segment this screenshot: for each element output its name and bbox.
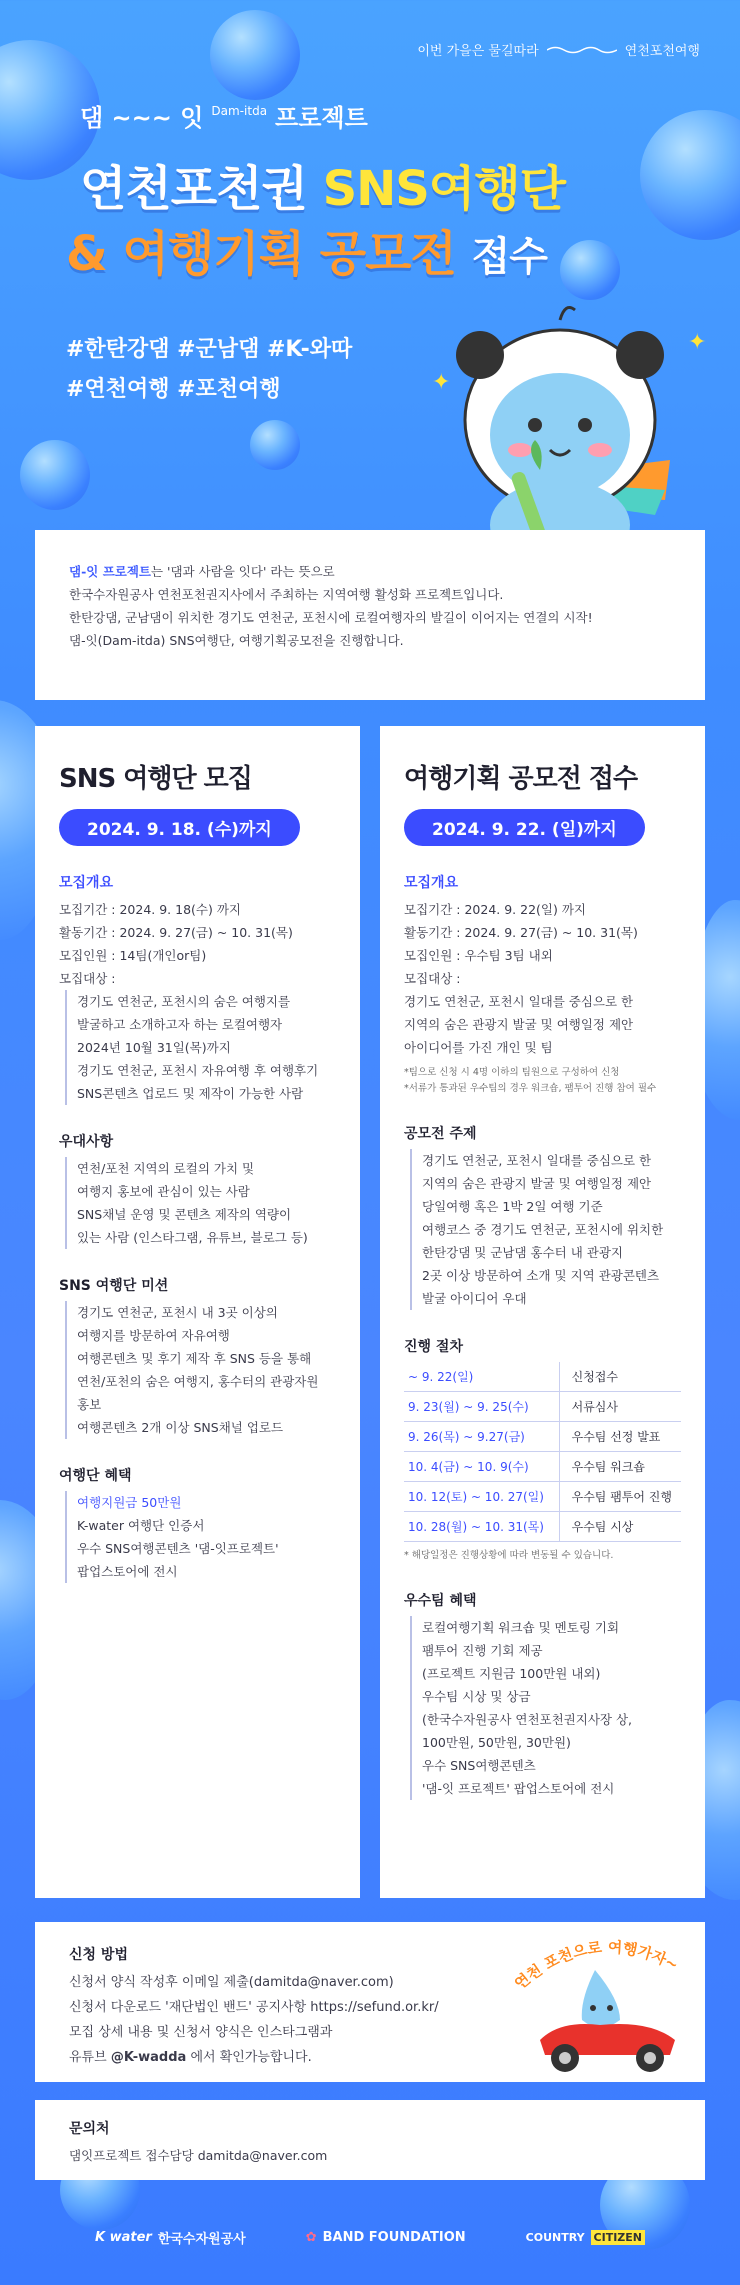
topic-line: 발굴 아이디어 우대 [422,1291,527,1306]
schedule-step: 서류심사 [559,1392,681,1422]
band-name: BAND FOUNDATION [322,2229,466,2245]
contest-card [380,726,705,1898]
schedule-date: ~ 9. 22(일) [404,1362,559,1392]
mission-line: 여행콘텐츠 2개 이상 SNS채널 업로드 [77,1420,284,1435]
kwater-name: 한국수자원공사 [157,2231,246,2247]
overview-line: 모집기간 : 2024. 9. 18(수) 까지 [59,902,241,917]
schedule-date: 10. 4(금) ~ 10. 9(수) [404,1452,559,1482]
sparkle-icon: ✦ [688,330,707,355]
pref-line: 있는 사람 (인스타그램, 유튜브, 블로그 등) [77,1230,308,1245]
target-list [65,990,336,1105]
overview-line: 모집인원 : 우수팀 3팀 내외 [404,948,553,963]
title-white: 연천포천권 [80,161,307,217]
benefit-line: 우수 SNS여행콘텐츠 '댐-잇프로젝트' [77,1541,279,1556]
pref-list [65,1157,336,1249]
topic-line: 여행코스 중 경기도 연천군, 포천시에 위치한 [422,1222,664,1237]
sns-recruit-card [35,726,360,1898]
sns-mission-section [59,1275,336,1439]
benefit-line: 로컬여행기획 워크숍 및 멘토링 기회 [422,1620,620,1635]
section-title: 모집개요 [59,875,114,891]
contact-panel [35,2100,705,2180]
benefit-list [65,1491,336,1583]
schedule-date: 9. 26(목) ~ 9.27(금) [404,1422,559,1452]
section-title: 모집개요 [404,875,459,891]
pref-line: 여행지 홍보에 관심이 있는 사람 [77,1184,250,1199]
contest-schedule-section [404,1336,681,1564]
schedule-step: 우수팀 팸투어 진행 [559,1482,681,1512]
benefit-line: K-water 여행단 인증서 [77,1518,205,1533]
contest-benefit-section [404,1590,681,1800]
footnote: *팀으로 신청 시 4명 이하의 팀원으로 구성하여 신청 [404,1067,620,1078]
overview-line: 모집대상 : [59,971,116,986]
target-line: 경기도 연천군, 포천시의 숨은 여행지를 [77,994,291,1009]
intro-accent: 댐-잇 프로젝트 [69,564,151,579]
overview-line: 모집기간 : 2024. 9. 22(일) 까지 [404,902,586,917]
section-title: SNS 여행단 미션 [59,1278,169,1294]
youtube-handle: @K-wadda [110,2050,187,2065]
overview-line: 아이디어를 가진 개인 및 팀 [404,1040,553,1055]
target-line: SNS콘텐츠 업로드 및 제작이 가능한 사람 [77,1086,304,1101]
topic-line: 경기도 연천군, 포천시 일대를 중심으로 한 [422,1153,652,1168]
bubble-decoration [250,420,300,470]
benefit-line: 팸투어 진행 기회 제공 [422,1643,543,1658]
intro-line [69,560,671,583]
table-row [404,1452,681,1482]
title-orange: & 여행기획 공모전 [66,226,456,282]
sns-card-title: SNS 여행단 모집 [59,764,252,794]
mission-line: 홍보 [77,1397,102,1412]
schedule-date: 10. 12(토) ~ 10. 27(일) [404,1482,559,1512]
apply-line: 신청서 양식 작성후 이메일 제출(damitda@naver.com) [69,1975,394,1990]
apply-line: 신청서 다운로드 '재단법인 밴드' 공지사항 https://sefund.or.kr/ [69,2000,439,2015]
apply-last-pre: 유튜브 [69,2050,111,2065]
mission-line: 경기도 연천군, 포천시 내 3곳 이상의 [77,1305,278,1320]
band-icon: ✿ [305,2229,317,2245]
kwater-logo [95,2228,246,2247]
hashtag: #K-와따 [267,337,353,362]
section-title: 여행단 혜택 [59,1468,132,1484]
intro-line1-rest: 는 '댐과 사람을 잇다' 라는 뜻으로 [151,564,335,579]
hashtag: #연천여행 [66,377,170,402]
title-yellow: SNS여행단 [322,161,565,217]
benefit-line: 100만원, 50만원, 30만원) [422,1735,571,1750]
topic-line: 지역의 숨은 관광지 발굴 및 여행일정 제안 [422,1176,652,1191]
sns-overview-section [59,872,336,1105]
intro-line: 댐-잇(Dam-itda) SNS여행단, 여행기획공모전을 진행합니다. [69,633,404,648]
overview-line: 경기도 연천군, 포천시 일대를 중심으로 한 [404,994,634,1009]
car-slogan: 연천 포천으로 여행가자~ [511,1938,682,1993]
bubble-decoration [560,240,620,300]
topic-list [410,1149,681,1310]
mission-line: 여행지를 방문하여 자유여행 [77,1328,230,1343]
top-tagline [417,40,700,59]
target-line: 경기도 연천군, 포천시 자유여행 후 여행후기 [77,1063,319,1078]
tagline-left: 이번 가을은 물길따라 [417,44,539,59]
mission-line: 여행콘텐츠 및 후기 제작 후 SNS 등을 통해 [77,1351,312,1366]
project-kicker [80,98,368,133]
sns-deadline-badge: 2024. 9. 18. (수)까지 [59,809,300,846]
schedule-step: 신청접수 [559,1362,681,1392]
overview-line: 모집인원 : 14팀(개인or팀) [59,948,207,963]
intro-line: 한국수자원공사 연천포천권지사에서 주최하는 지역여행 활성화 프로젝트입니다. [69,587,504,602]
schedule-step: 우수팀 선정 발표 [559,1422,681,1452]
kicker-word: 댐 ~~~ 잇 [80,104,204,132]
overview-line: 모집대상 : [404,971,461,986]
kicker-suffix: 프로젝트 [275,104,368,132]
section-title: 우수팀 혜택 [404,1593,477,1609]
wave-icon [547,45,617,55]
footnote: *서류가 통과된 우수팀의 경우 워크숍, 팸투어 진행 참여 필수 [404,1083,657,1094]
benefit-line: 우수팀 시상 및 상금 [422,1689,531,1704]
benefit-line: (프로젝트 지원금 100만원 내외) [422,1666,601,1681]
target-line: 발굴하고 소개하고자 하는 로컬여행자 [77,1017,283,1032]
contest-card-title: 여행기획 공모전 접수 [404,764,638,794]
intro-line: 한탄강댐, 군남댐이 위치한 경기도 연천군, 포천시에 로컬여행자의 발길이 이어지는 연결의 시작! [69,610,593,625]
table-row [404,1482,681,1512]
overview-line: 지역의 숨은 관광지 발굴 및 여행일정 제안 [404,1017,634,1032]
tagline-right: 연천포천여행 [624,44,700,59]
mission-line: 연천/포천의 숨은 여행지, 홍수터의 관광자원 [77,1374,319,1389]
section-title: 진행 절차 [404,1339,463,1355]
schedule-table [404,1362,681,1542]
cc-word1: COUNTRY [525,2230,585,2244]
pref-line: 연천/포천 지역의 로컬의 가치 및 [77,1161,255,1176]
kicker-sup: Dam-itda [211,103,268,118]
main-title-line2 [66,215,547,284]
benefit-line: 여행지원금 50만원 [77,1495,182,1510]
contest-deadline-badge: 2024. 9. 22. (일)까지 [404,809,645,846]
bubble-decoration [640,110,740,240]
section-title: 우대사항 [59,1134,114,1150]
hashtag-list [66,330,396,410]
contest-topic-section [404,1123,681,1310]
hashtag: #군남댐 [177,337,260,362]
sparkle-icon: ✦ [432,370,451,395]
overview-line: 활동기간 : 2024. 9. 27(금) ~ 10. 31(목) [404,925,638,940]
sns-benefit-section [59,1465,336,1583]
intro-panel [35,530,705,700]
benefit-line: '댐-잇 프로젝트' 팝업스토어에 전시 [422,1781,615,1796]
section-title: 신청 방법 [69,1947,128,1963]
benefit-line: (한국수자원공사 연천포천권지사장 상, [422,1712,632,1727]
title-white-2: 접수 [471,234,547,280]
cc-word2: CITIZEN [591,2230,645,2245]
sponsor-footer [0,2215,740,2259]
benefit-line: 팝업스토어에 전시 [77,1564,178,1579]
target-line: 2024년 10월 31일(목)까지 [77,1040,231,1055]
benefit-list [410,1616,681,1800]
table-row [404,1512,681,1542]
hashtag: #포천여행 [177,377,281,402]
apply-last-post: 에서 확인가능합니다. [186,2050,312,2065]
schedule-date: 9. 23(월) ~ 9. 25(수) [404,1392,559,1422]
section-title: 문의처 [69,2121,110,2137]
sns-pref-section [59,1131,336,1249]
schedule-step: 우수팀 시상 [559,1512,681,1542]
bubble-decoration [210,10,300,100]
section-title: 공모전 주제 [404,1126,477,1142]
topic-line: 한탄강댐 및 군남댐 홍수터 내 관광지 [422,1245,623,1260]
table-row [404,1422,681,1452]
band-foundation-logo [306,2230,466,2245]
overview-line: 활동기간 : 2024. 9. 27(금) ~ 10. 31(목) [59,925,293,940]
schedule-step: 우수팀 워크숍 [559,1452,681,1482]
main-title-line1 [80,150,565,219]
apply-line: 모집 상세 내용 및 신청서 양식은 인스타그램과 [69,2025,333,2040]
benefit-line: 우수 SNS여행콘텐츠 [422,1758,536,1773]
country-citizen-logo [526,2230,645,2245]
schedule-date: 10. 28(월) ~ 10. 31(목) [404,1512,559,1542]
topic-line: 2곳 이상 방문하여 소개 및 지역 관광콘텐츠 [422,1268,660,1283]
table-row [404,1392,681,1422]
pref-line: SNS채널 운영 및 콘텐츠 제작의 역량이 [77,1207,292,1222]
kwater-mark: K water [94,2229,152,2245]
schedule-note: * 해당일정은 진행상황에 따라 변동될 수 있습니다. [404,1550,614,1561]
hashtag: #한탄강댐 [66,337,170,362]
contact-line: 댐잇프로젝트 접수담당 damitda@naver.com [69,2148,328,2163]
contest-overview-section [404,872,681,1097]
table-row [404,1362,681,1392]
mission-list [65,1301,336,1439]
topic-line: 당일여행 혹은 1박 2일 여행 기준 [422,1199,603,1214]
car-mascot-illustration [500,1930,700,2080]
bubble-decoration [20,440,90,510]
